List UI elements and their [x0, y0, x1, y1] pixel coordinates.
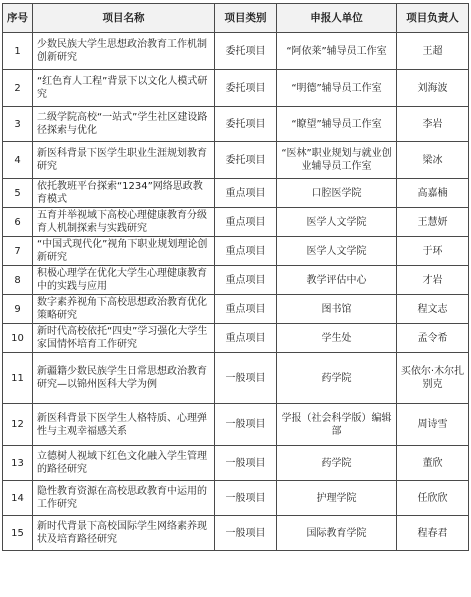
cell-applicant-unit: 医学人文学院 — [277, 237, 397, 266]
cell-project-category: 委托项目 — [215, 33, 277, 70]
cell-serial: 6 — [3, 208, 33, 237]
cell-project-name: 数字素养视角下高校思想政治教育优化策略研究 — [33, 295, 215, 324]
cell-project-leader: 王超 — [397, 33, 469, 70]
cell-serial: 2 — [3, 70, 33, 107]
cell-applicant-unit: “明德”辅导员工作室 — [277, 70, 397, 107]
cell-applicant-unit: 护理学院 — [277, 481, 397, 516]
cell-project-category: 一般项目 — [215, 404, 277, 446]
table-row — [3, 404, 469, 446]
cell-project-category: 重点项目 — [215, 237, 277, 266]
cell-project-leader: 李岩 — [397, 107, 469, 142]
cell-project-category: 重点项目 — [215, 324, 277, 353]
cell-project-leader: 周诗雪 — [397, 404, 469, 446]
cell-applicant-unit: 图书馆 — [277, 295, 397, 324]
cell-project-category: 委托项目 — [215, 70, 277, 107]
header-serial: 序号 — [3, 4, 33, 33]
cell-applicant-unit: 学报（社会科学版）编辑部 — [277, 404, 397, 446]
cell-applicant-unit: 口腔医学院 — [277, 179, 397, 208]
cell-project-category: 重点项目 — [215, 266, 277, 295]
cell-project-leader: 王慧妍 — [397, 208, 469, 237]
cell-project-category: 委托项目 — [215, 142, 277, 179]
project-table — [2, 3, 469, 551]
cell-serial: 14 — [3, 481, 33, 516]
cell-project-leader: 程春君 — [397, 516, 469, 551]
cell-project-name: 依托教班平台探索“1234”网络思政教育模式 — [33, 179, 215, 208]
cell-project-leader: 才岩 — [397, 266, 469, 295]
cell-project-category: 委托项目 — [215, 107, 277, 142]
cell-project-category: 一般项目 — [215, 446, 277, 481]
cell-applicant-unit: “瞭望”辅导员工作室 — [277, 107, 397, 142]
table-row — [3, 179, 469, 208]
table-row — [3, 481, 469, 516]
table-row — [3, 516, 469, 551]
cell-serial: 1 — [3, 33, 33, 70]
table-row — [3, 33, 469, 70]
cell-serial: 4 — [3, 142, 33, 179]
cell-project-category: 重点项目 — [215, 208, 277, 237]
cell-project-name: 立德树人视域下红色文化融入学生管理的路径研究 — [33, 446, 215, 481]
cell-project-category: 重点项目 — [215, 179, 277, 208]
cell-project-category: 重点项目 — [215, 295, 277, 324]
cell-serial: 3 — [3, 107, 33, 142]
cell-project-leader: 高嘉楠 — [397, 179, 469, 208]
cell-project-name: 新疆籍少数民族学生日常思想政治教育研究—以锦州医科大学为例 — [33, 353, 215, 404]
cell-serial: 10 — [3, 324, 33, 353]
cell-project-name: “中国式现代化”视角下职业规划理论创新研究 — [33, 237, 215, 266]
cell-project-name: “红色育人工程”背景下以文化人模式研究 — [33, 70, 215, 107]
cell-applicant-unit: 国际教育学院 — [277, 516, 397, 551]
header-project-leader: 项目负责人 — [397, 4, 469, 33]
table-row — [3, 324, 469, 353]
cell-project-name: 少数民族大学生思想政治教育工作机制创新研究 — [33, 33, 215, 70]
table-header — [3, 4, 469, 33]
cell-project-leader: 孟令希 — [397, 324, 469, 353]
cell-project-leader: 任欣欣 — [397, 481, 469, 516]
cell-project-name: 新医科背景下医学生职业生涯规划教育研究 — [33, 142, 215, 179]
cell-project-name: 新医科背景下医学生人格特质、心理弹性与主观幸福感关系 — [33, 404, 215, 446]
table-row — [3, 142, 469, 179]
cell-serial: 12 — [3, 404, 33, 446]
cell-project-leader: 买依尔·木尔扎别克 — [397, 353, 469, 404]
cell-project-name: 新时代背景下高校国际学生网络素养现状及培育路径研究 — [33, 516, 215, 551]
table-row — [3, 107, 469, 142]
table-row — [3, 353, 469, 404]
table-row — [3, 70, 469, 107]
header-row — [3, 4, 469, 33]
cell-project-leader: 程文志 — [397, 295, 469, 324]
cell-project-name: 新时代高校依托“四史”学习强化大学生家国情怀培育工作研究 — [33, 324, 215, 353]
cell-project-name: 隐性教育资源在高校思政教育中运用的工作研究 — [33, 481, 215, 516]
table-row — [3, 237, 469, 266]
cell-project-category: 一般项目 — [215, 481, 277, 516]
header-project-category: 项目类别 — [215, 4, 277, 33]
cell-applicant-unit: 药学院 — [277, 446, 397, 481]
cell-serial: 9 — [3, 295, 33, 324]
cell-project-category: 一般项目 — [215, 353, 277, 404]
cell-serial: 8 — [3, 266, 33, 295]
cell-applicant-unit: 医学人文学院 — [277, 208, 397, 237]
table-row — [3, 295, 469, 324]
cell-applicant-unit: “阿依莱”辅导员工作室 — [277, 33, 397, 70]
cell-project-leader: 于环 — [397, 237, 469, 266]
cell-project-category: 一般项目 — [215, 516, 277, 551]
cell-project-name: 积极心理学在优化大学生心理健康教育中的实践与应用 — [33, 266, 215, 295]
cell-project-name: 二级学院高校“一站式”学生社区建设路径探索与优化 — [33, 107, 215, 142]
cell-applicant-unit: 药学院 — [277, 353, 397, 404]
cell-serial: 11 — [3, 353, 33, 404]
cell-serial: 5 — [3, 179, 33, 208]
cell-serial: 7 — [3, 237, 33, 266]
table-row — [3, 208, 469, 237]
table-row — [3, 446, 469, 481]
cell-project-name: 五育并举视域下高校心理健康教育分级育人机制探索与实践研究 — [33, 208, 215, 237]
cell-project-leader: 梁冰 — [397, 142, 469, 179]
table-body — [3, 33, 469, 551]
cell-applicant-unit: 学生处 — [277, 324, 397, 353]
header-project-name: 项目名称 — [33, 4, 215, 33]
cell-serial: 13 — [3, 446, 33, 481]
cell-applicant-unit: “医林”职业规划与就业创业辅导员工作室 — [277, 142, 397, 179]
cell-project-leader: 董欣 — [397, 446, 469, 481]
cell-project-leader: 刘海波 — [397, 70, 469, 107]
cell-serial: 15 — [3, 516, 33, 551]
table-row — [3, 266, 469, 295]
cell-applicant-unit: 教学评估中心 — [277, 266, 397, 295]
header-applicant-unit: 申报人单位 — [277, 4, 397, 33]
